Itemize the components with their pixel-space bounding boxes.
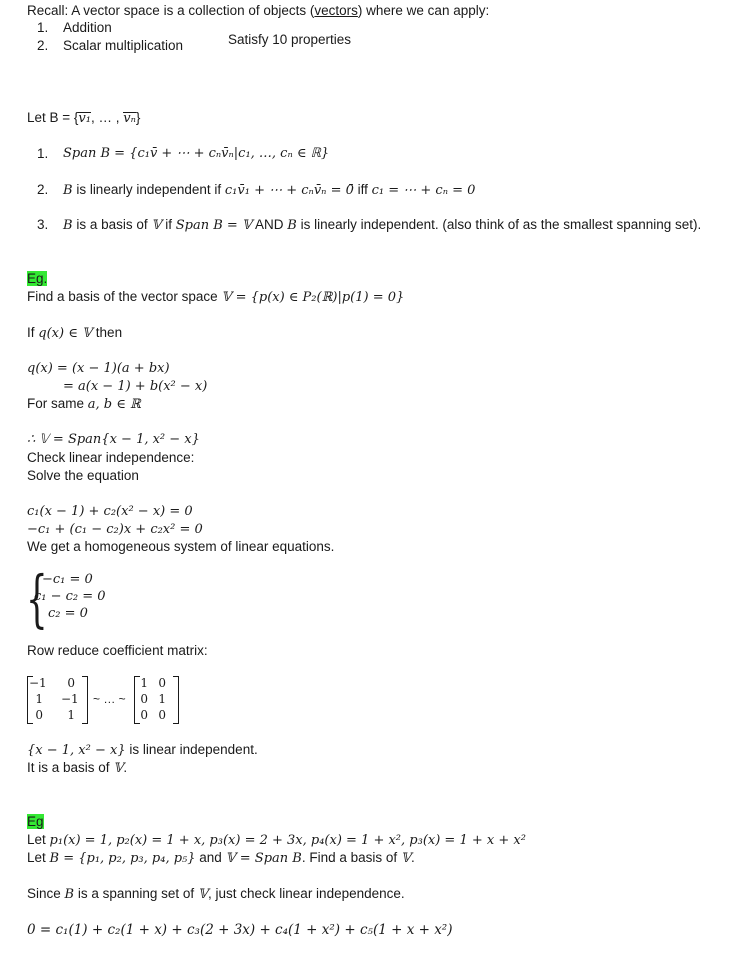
find-basis-text: . Find a basis of <box>301 850 401 865</box>
period: . <box>410 850 415 865</box>
system-eq-2: c₁ − c₂ = 0 <box>34 589 106 604</box>
example-1-label <box>27 270 47 287</box>
matrix-cell: 1 <box>35 692 43 706</box>
recall-intro <box>27 2 489 19</box>
v-space-symbol: 𝕍 <box>197 887 209 902</box>
a-b-real: a, b ∈ ℝ <box>87 397 141 412</box>
conclusion-2 <box>27 759 127 777</box>
equation-2: −c₁ + (c₁ − c₂)x + c₂x² = 0 <box>27 522 203 537</box>
matrix-cell: −1 <box>29 676 47 690</box>
q-expansion-1: q(x) = (x − 1)(a + bx) <box>27 361 170 376</box>
for-same-line <box>27 395 141 413</box>
recall-intro-text-end: ) where we can apply: <box>357 3 490 18</box>
basis-text: It is a basis of <box>27 760 114 775</box>
def-number: 2. <box>37 182 49 197</box>
system-eq-1: −c₁ = 0 <box>42 572 93 587</box>
b-symbol: B <box>64 887 75 902</box>
matrix-cell: 0 <box>35 708 43 722</box>
example-2-label <box>27 813 44 830</box>
def-3-body <box>63 216 701 234</box>
vn-vector: vₙ <box>123 111 136 126</box>
set-b: B = {p₁, p₂, p₃, p₄, p₅} <box>49 851 196 866</box>
matrix-cell: 0 <box>158 676 166 690</box>
since-line <box>27 885 405 903</box>
recall-item-2 <box>37 37 184 54</box>
polys-line <box>27 831 526 849</box>
satisfy-note: Satisfy 10 properties <box>228 32 352 47</box>
if-q-line <box>27 324 122 342</box>
lin-comb-equation: c₁v̄₁ + ⋯ + cₙv̄ₙ = 0̄ <box>224 183 354 198</box>
recall-intro-text: Recall: A vector space is a collection of objects ( <box>27 3 315 18</box>
let-text: Let <box>27 832 50 847</box>
v-definition: 𝕍 = {p(x) ∈ P₂(ℝ)|p(1) = 0} <box>221 290 405 305</box>
item-text: Scalar multiplication <box>63 38 184 53</box>
def-1 <box>37 145 330 162</box>
spanning-text: is a spanning set of <box>74 886 198 901</box>
check-text: , just check linear independence. <box>208 886 405 901</box>
and-text: AND <box>252 217 288 232</box>
recall-item-1 <box>37 19 112 36</box>
item-text: Addition <box>63 20 112 35</box>
then-text: then <box>92 325 123 340</box>
system-eq-3: c₂ = 0 <box>48 606 88 621</box>
matrix-cell: −1 <box>61 692 79 706</box>
highlighted-eg: Eg. <box>27 271 48 286</box>
matrix-cell: 0 <box>140 692 148 706</box>
independent-text: is linear independent. <box>125 742 258 757</box>
coefficient-matrix <box>27 676 97 724</box>
set-b-line <box>27 849 415 867</box>
reduced-matrix <box>134 676 184 724</box>
def-3 <box>37 216 702 233</box>
therefore-span: ∴ 𝕍 = Span{x − 1, x² − x} <box>27 432 200 447</box>
solve-equation: Solve the equation <box>27 468 139 483</box>
v1-vector: v₁ <box>78 111 91 126</box>
v-space-symbol: 𝕍 <box>113 761 124 776</box>
b-symbol: B <box>63 218 73 233</box>
q-in-v: q(x) ∈ 𝕍 <box>38 326 93 341</box>
let-b-dots: , … , <box>90 110 124 125</box>
matrix-cell: 0 <box>67 676 75 690</box>
def-3-text: is a basis of <box>72 217 152 232</box>
item-number: 1. <box>37 20 49 35</box>
if-text: If <box>27 325 39 340</box>
matrix-cell: 1 <box>67 708 75 722</box>
matrix-cell: 1 <box>140 676 148 690</box>
row-reduce-text: Row reduce coefficient matrix: <box>27 643 208 658</box>
matrix-bracket-right <box>82 676 88 724</box>
equation-1: c₁(x − 1) + c₂(x² − x) = 0 <box>27 504 193 519</box>
q-expansion-2: = a(x − 1) + b(x² − x) <box>63 379 208 394</box>
matrix-cell: 0 <box>158 708 166 722</box>
v-space-symbol: 𝕍 <box>151 218 162 233</box>
span-definition: Span B = {c₁v̄ + ⋯ + cₙv̄ₙ|c₁, …, cₙ ∈ ℝ} <box>63 146 330 161</box>
matrix-bracket-right <box>173 676 179 724</box>
let-text: Let <box>27 850 50 865</box>
coeff-zero-equation: c₁ = ⋯ + cₙ = 0 <box>371 183 476 198</box>
def-number: 1. <box>37 146 49 161</box>
v-span-b: 𝕍 = Span B <box>225 851 302 866</box>
v-space-symbol: 𝕍 <box>400 851 411 866</box>
def-2-body <box>63 181 475 199</box>
def-3-rest: is linearly independent. (also think of as the smallest spanning set). <box>296 217 702 232</box>
since-text: Since <box>27 886 65 901</box>
check-independence: Check linear independence: <box>27 450 195 465</box>
def-2-text: is linearly independent if <box>72 182 225 197</box>
let-b-line <box>27 109 140 127</box>
period: . <box>123 760 128 775</box>
left-brace: { <box>26 562 48 635</box>
vectors-underlined: vectors <box>314 3 358 18</box>
let-b-text: Let B = { <box>27 110 79 125</box>
item-number: 2. <box>37 38 49 53</box>
for-text: For same <box>27 396 88 411</box>
b-symbol: B <box>63 183 73 198</box>
matrix-cell: 0 <box>140 708 148 722</box>
def-3-if: if <box>161 217 176 232</box>
b-symbol: B <box>287 218 297 233</box>
polynomial-defs: p₁(x) = 1, p₂(x) = 1 + x, p₃(x) = 2 + 3x, p₄(x) = 1 + x², p₃(x) = 1 + x + x² <box>49 833 526 848</box>
row-equivalence: ~ … ~ <box>93 692 126 706</box>
find-basis-line <box>27 288 404 306</box>
def-2 <box>37 181 476 198</box>
matrix-cell: 1 <box>158 692 166 706</box>
conclusion-1 <box>27 741 258 759</box>
iff-text: iff <box>353 182 372 197</box>
span-equals-v: Span B = 𝕍 <box>175 218 252 233</box>
and-text: and <box>195 850 226 865</box>
find-text: Find a basis of the vector space <box>27 289 222 304</box>
homogeneous-text: We get a homogeneous system of linear equations. <box>27 539 335 554</box>
def-number: 3. <box>37 217 49 232</box>
basis-set: {x − 1, x² − x} <box>27 743 126 758</box>
highlighted-eg: Eg <box>27 814 44 829</box>
final-equation: 0 = c₁(1) + c₂(1 + x) + c₃(2 + 3x) + c₄(1 + x²) + c₅(1 + x + x²) <box>27 922 453 938</box>
let-b-close: } <box>135 110 141 125</box>
